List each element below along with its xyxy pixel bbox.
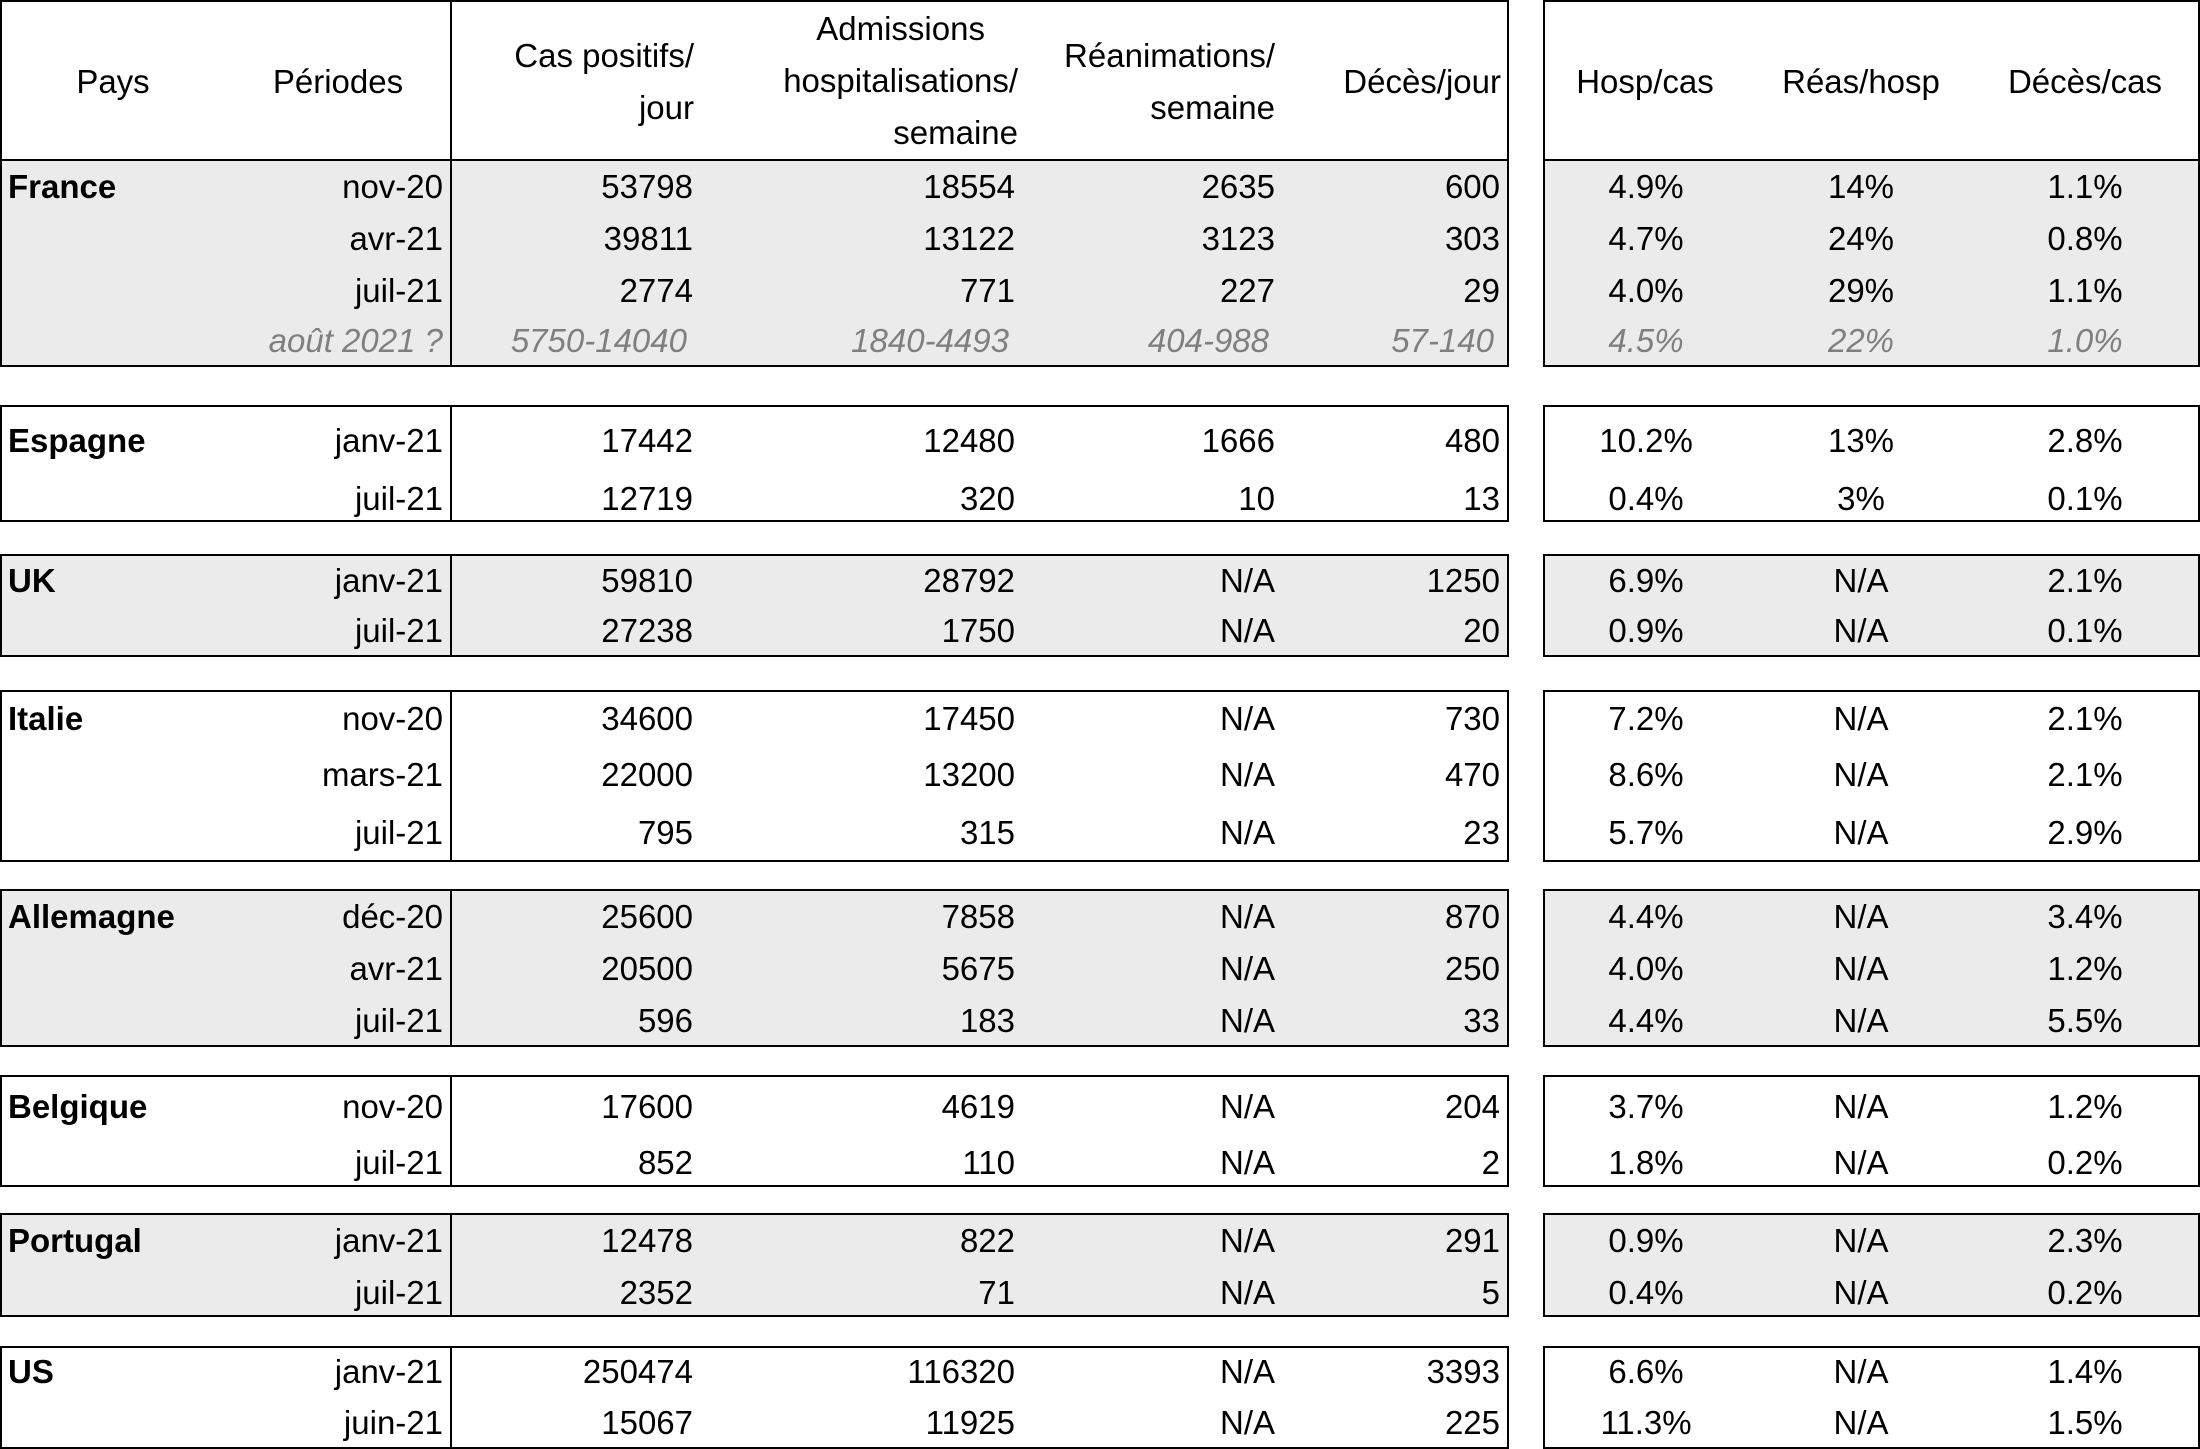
- cell-rea: N/A: [1219, 1404, 1275, 1441]
- cell-period: juil-21: [354, 1002, 443, 1039]
- cell-adm: 1750: [941, 612, 1015, 649]
- cell-dec: 204: [1444, 1088, 1500, 1125]
- cell-dc: 2.8%: [2047, 422, 2123, 459]
- cell-cas: 17600: [601, 1088, 693, 1125]
- cell-hc: 4.5%: [1608, 322, 1684, 359]
- cell-rh: N/A: [1833, 1002, 1889, 1039]
- cell-rea: N/A: [1219, 1353, 1275, 1390]
- cell-dec: 600: [1444, 168, 1500, 205]
- cell-period: janv-21: [334, 562, 443, 599]
- cell-hc: 0.4%: [1608, 480, 1684, 517]
- cell-cas: 12719: [601, 480, 693, 517]
- header-reanimations: Réanimations/ semaine: [1064, 37, 1275, 126]
- cell-hc: 10.2%: [1599, 422, 1693, 459]
- header-reas-hosp: Réas/hosp: [1782, 63, 1940, 100]
- cell-cas: 2352: [619, 1274, 693, 1311]
- cell-adm: 28792: [923, 562, 1015, 599]
- cell-dc: 1.2%: [2047, 1088, 2123, 1125]
- cell-rea: N/A: [1219, 1274, 1275, 1311]
- cell-dec: 20: [1463, 612, 1500, 649]
- country-name-uk: UK: [8, 562, 56, 599]
- cell-rh: N/A: [1833, 950, 1889, 987]
- cell-rh: N/A: [1833, 1404, 1889, 1441]
- cell-hc: 6.9%: [1608, 562, 1684, 599]
- cell-dec: 1250: [1426, 562, 1500, 599]
- cell-rea: 404-988: [1147, 322, 1269, 359]
- cell-dec: 470: [1444, 756, 1500, 793]
- cell-cas: 15067: [601, 1404, 693, 1441]
- group-belgique-divider: [450, 1075, 452, 1187]
- cell-period: juil-21: [354, 1274, 443, 1311]
- cell-rea: 227: [1219, 272, 1275, 309]
- cell-rh: N/A: [1833, 1144, 1889, 1181]
- header-deces-jour: Décès/jour: [1343, 63, 1501, 100]
- cell-period: juil-21: [354, 814, 443, 851]
- cell-rh: N/A: [1833, 898, 1889, 935]
- cell-hc: 4.4%: [1608, 898, 1684, 935]
- cell-cas: 25600: [601, 898, 693, 935]
- cell-adm: 13122: [923, 220, 1015, 257]
- cell-hc: 4.0%: [1608, 950, 1684, 987]
- cell-dec: 303: [1444, 220, 1500, 257]
- cell-rh: 22%: [1827, 322, 1895, 359]
- group-allemagne-divider: [450, 889, 452, 1047]
- cell-cas: 2774: [619, 272, 693, 309]
- group-portugal-divider: [450, 1213, 452, 1317]
- group-uk-left-box: [0, 554, 1509, 657]
- group-france-divider: [450, 159, 452, 367]
- cell-period: juil-21: [354, 1144, 443, 1181]
- cell-dc: 1.0%: [2047, 322, 2123, 359]
- cell-dec: 5: [1481, 1274, 1500, 1311]
- cell-dec: 225: [1444, 1404, 1500, 1441]
- group-allemagne-left-box: [0, 889, 1509, 1047]
- cell-cas: 12478: [601, 1222, 693, 1259]
- cell-adm: 11925: [925, 1404, 1015, 1441]
- cell-hc: 6.6%: [1608, 1353, 1684, 1390]
- header-cas-positifs: Cas positifs/ jour: [514, 37, 694, 126]
- country-name-us: US: [8, 1353, 54, 1390]
- cell-adm: 116320: [907, 1353, 1015, 1390]
- cell-hc: 4.7%: [1608, 220, 1684, 257]
- country-name-espagne: Espagne: [8, 422, 146, 459]
- cell-dc: 1.1%: [2047, 272, 2123, 309]
- cell-dc: 0.8%: [2047, 220, 2123, 257]
- cell-period: avr-21: [349, 950, 443, 987]
- cell-cas: 5750-14040: [510, 322, 687, 359]
- group-portugal-left-box: [0, 1213, 1509, 1317]
- group-espagne-left-box: [0, 405, 1509, 522]
- cell-dec: 57-140: [1391, 322, 1494, 359]
- cell-hc: 0.9%: [1608, 1222, 1684, 1259]
- header-left-box: [0, 0, 1509, 162]
- cell-rea: N/A: [1219, 814, 1275, 851]
- cell-period: août 2021 ?: [268, 322, 443, 359]
- header-periodes: Périodes: [272, 63, 404, 100]
- cell-dc: 2.9%: [2047, 814, 2123, 851]
- cell-rh: 14%: [1827, 168, 1895, 205]
- header-pays: Pays: [76, 63, 150, 100]
- group-espagne-divider: [450, 405, 452, 522]
- group-france-left-box: [0, 159, 1509, 367]
- group-belgique-left-box: [0, 1075, 1509, 1187]
- cell-hc: 4.4%: [1608, 1002, 1684, 1039]
- cell-adm: 1840-4493: [851, 322, 1009, 359]
- cell-cas: 39811: [603, 220, 693, 257]
- cell-period: nov-20: [342, 1088, 443, 1125]
- cell-rea: N/A: [1219, 562, 1275, 599]
- cell-adm: 320: [959, 480, 1015, 517]
- cell-dc: 3.4%: [2047, 898, 2123, 935]
- group-italie-divider: [450, 690, 452, 862]
- group-italie-left-box: [0, 690, 1509, 862]
- cell-cas: 27238: [601, 612, 693, 649]
- cell-cas: 250474: [582, 1353, 693, 1390]
- cell-dec: 23: [1463, 814, 1500, 851]
- cell-rea: N/A: [1219, 700, 1275, 737]
- cell-rh: N/A: [1833, 756, 1889, 793]
- cell-rea: 1666: [1201, 422, 1275, 459]
- cell-dc: 1.4%: [2047, 1353, 2123, 1390]
- cell-period: mars-21: [321, 756, 443, 793]
- cell-dec: 291: [1444, 1222, 1500, 1259]
- cell-dec: 29: [1463, 272, 1500, 309]
- country-name-france: France: [8, 168, 117, 205]
- cell-dc: 0.1%: [2047, 480, 2123, 517]
- cell-rea: 2635: [1201, 168, 1275, 205]
- cell-rh: 29%: [1827, 272, 1895, 309]
- cell-dec: 3393: [1426, 1353, 1500, 1390]
- cell-cas: 596: [637, 1002, 693, 1039]
- cell-dc: 5.5%: [2047, 1002, 2123, 1039]
- cell-dec: 2: [1481, 1144, 1500, 1181]
- cell-hc: 1.8%: [1608, 1144, 1684, 1181]
- cell-hc: 5.7%: [1608, 814, 1684, 851]
- country-name-italie: Italie: [8, 700, 84, 737]
- header-hosp-cas: Hosp/cas: [1576, 63, 1714, 100]
- group-us-left-box: [0, 1346, 1509, 1449]
- cell-rh: N/A: [1833, 562, 1889, 599]
- cell-dec: 250: [1444, 950, 1500, 987]
- cell-period: juil-21: [354, 272, 443, 309]
- cell-dec: 870: [1444, 898, 1500, 935]
- cell-rh: N/A: [1833, 1088, 1889, 1125]
- cell-period: avr-21: [349, 220, 443, 257]
- cell-period: déc-20: [342, 898, 443, 935]
- cell-cas: 795: [637, 814, 693, 851]
- cell-period: juil-21: [354, 480, 443, 517]
- cell-rea: N/A: [1219, 1002, 1275, 1039]
- group-uk-divider: [450, 554, 452, 657]
- cell-dc: 2.3%: [2047, 1222, 2123, 1259]
- cell-rea: N/A: [1219, 1144, 1275, 1181]
- cell-dc: 0.2%: [2047, 1274, 2123, 1311]
- cell-cas: 852: [637, 1144, 693, 1181]
- cell-rh: N/A: [1833, 700, 1889, 737]
- cell-adm: 315: [959, 814, 1015, 851]
- cell-adm: 7858: [941, 898, 1015, 935]
- cell-dc: 0.1%: [2047, 612, 2123, 649]
- group-us-divider: [450, 1346, 452, 1449]
- cell-cas: 17442: [601, 422, 693, 459]
- cell-hc: 11.3%: [1600, 1404, 1692, 1441]
- cell-adm: 771: [959, 272, 1015, 309]
- cell-rh: N/A: [1833, 1274, 1889, 1311]
- cell-dc: 1.1%: [2047, 168, 2123, 205]
- cell-dec: 13: [1463, 480, 1500, 517]
- cell-hc: 4.9%: [1608, 168, 1684, 205]
- cell-period: nov-20: [342, 700, 443, 737]
- cell-rh: 24%: [1827, 220, 1895, 257]
- cell-hc: 3.7%: [1608, 1088, 1684, 1125]
- cell-dc: 2.1%: [2047, 562, 2123, 599]
- cell-rh: N/A: [1833, 1222, 1889, 1259]
- cell-period: juin-21: [343, 1404, 443, 1441]
- cell-dc: 1.5%: [2047, 1404, 2123, 1441]
- cell-hc: 0.9%: [1608, 612, 1684, 649]
- cell-adm: 822: [959, 1222, 1015, 1259]
- header-divider: [450, 0, 452, 162]
- cell-period: janv-21: [334, 1353, 443, 1390]
- cell-adm: 110: [962, 1144, 1015, 1181]
- cell-period: nov-20: [342, 168, 443, 205]
- cell-adm: 17450: [923, 700, 1015, 737]
- cell-rea: N/A: [1219, 950, 1275, 987]
- cell-cas: 20500: [601, 950, 693, 987]
- cell-period: janv-21: [334, 1222, 443, 1259]
- cell-dc: 2.1%: [2047, 756, 2123, 793]
- cell-adm: 13200: [923, 756, 1015, 793]
- cell-adm: 4619: [941, 1088, 1015, 1125]
- cell-dc: 1.2%: [2047, 950, 2123, 987]
- cell-cas: 53798: [601, 168, 693, 205]
- cell-rh: 13%: [1827, 422, 1895, 459]
- header-deces-cas: Décès/cas: [2007, 63, 2163, 100]
- cell-rh: N/A: [1833, 1353, 1889, 1390]
- cell-adm: 71: [978, 1274, 1015, 1311]
- cell-cas: 59810: [601, 562, 693, 599]
- cell-dec: 33: [1463, 1002, 1500, 1039]
- cell-dc: 0.2%: [2047, 1144, 2123, 1181]
- cell-adm: 12480: [923, 422, 1015, 459]
- cell-hc: 7.2%: [1608, 700, 1684, 737]
- cell-adm: 18554: [923, 168, 1015, 205]
- header-admissions: Admissions hospitalisations/ semaine: [783, 10, 1018, 151]
- cell-period: juil-21: [354, 612, 443, 649]
- cell-rh: N/A: [1833, 814, 1889, 851]
- cell-dec: 730: [1444, 700, 1500, 737]
- cell-hc: 4.0%: [1608, 272, 1684, 309]
- cell-hc: 8.6%: [1608, 756, 1684, 793]
- country-name-belgique: Belgique: [8, 1088, 148, 1125]
- cell-adm: 183: [959, 1002, 1015, 1039]
- cell-hc: 0.4%: [1608, 1274, 1684, 1311]
- cell-rea: N/A: [1219, 612, 1275, 649]
- cell-rea: N/A: [1219, 898, 1275, 935]
- cell-cas: 34600: [601, 700, 693, 737]
- cell-period: janv-21: [334, 422, 443, 459]
- cell-dc: 2.1%: [2047, 700, 2123, 737]
- cell-cas: 22000: [601, 756, 693, 793]
- cell-rea: N/A: [1219, 756, 1275, 793]
- cell-rea: 10: [1238, 480, 1275, 517]
- cell-rea: N/A: [1219, 1222, 1275, 1259]
- country-name-allemagne: Allemagne: [8, 898, 175, 935]
- cell-rea: 3123: [1201, 220, 1275, 257]
- cell-dec: 480: [1444, 422, 1500, 459]
- cell-rh: N/A: [1833, 612, 1889, 649]
- cell-adm: 5675: [941, 950, 1015, 987]
- cell-rh: 3%: [1837, 480, 1885, 517]
- cell-rea: N/A: [1219, 1088, 1275, 1125]
- country-name-portugal: Portugal: [8, 1222, 142, 1259]
